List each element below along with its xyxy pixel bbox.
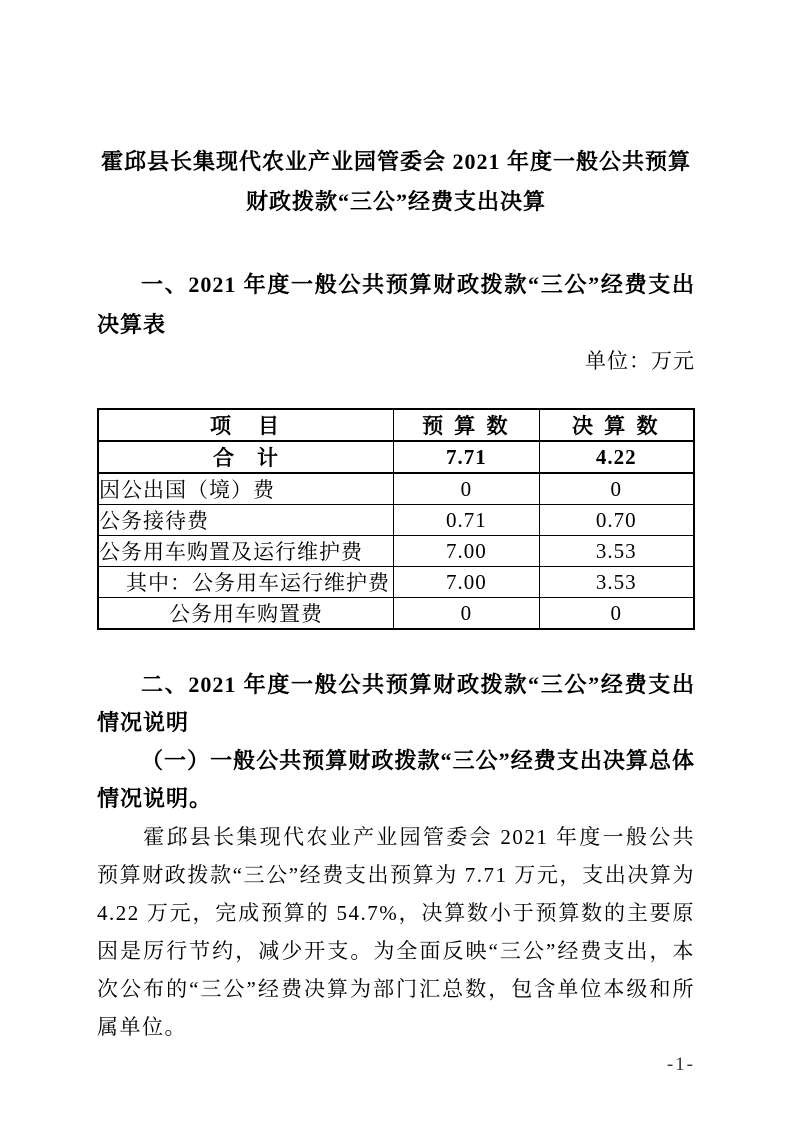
table-row-total — [98, 441, 694, 473]
budget-value: 0 — [394, 473, 539, 505]
column-header-budget: 预 算 数 — [394, 409, 539, 441]
budget-value: 0 — [394, 598, 539, 630]
document-title: 霍邱县长集现代农业产业园管委会 2021 年度一般公共预算财政拨款“三公”经费支出决算 — [100, 149, 691, 214]
table-row-vehicle-operation — [98, 567, 694, 598]
summary-paragraph: 霍邱县长集现代农业产业园管委会 2021 年度一般公共预算财政拨款“三公”经费支出预算为 7.71 万元，支出决算为 4.22 万元，完成预算的 54.7%，决算数小于预算数的主要原因是厉行节约，减少开支。为全面反映“三公”经费支出，本次公布的“三公”经费决算为部门汇总数，包含单位本级和所属单位。 — [97, 825, 695, 1039]
row-label: 公务用车购置费 — [98, 598, 394, 630]
row-label: 公务接待费 — [98, 505, 394, 536]
row-label: 其中：公务用车运行维护费 — [98, 567, 394, 598]
row-label: 公务用车购置及运行维护费 — [98, 536, 394, 567]
row-label: 因公出国（境）费 — [98, 473, 394, 505]
row-label: 合 计 — [98, 441, 394, 473]
table-row-vehicle-total — [98, 536, 694, 567]
table-row-reception — [98, 505, 694, 536]
section-two-block — [97, 666, 695, 1046]
unit-note: 单位：万元 — [585, 349, 695, 373]
final-value: 0.70 — [539, 505, 694, 536]
table-header-row — [98, 409, 694, 441]
section-one-heading: 一、2021 年度一般公共预算财政拨款“三公”经费支出决算表 — [97, 272, 695, 337]
budget-value: 7.71 — [394, 441, 539, 473]
column-header-final: 决 算 数 — [539, 409, 694, 441]
subsection-one-heading: （一）一般公共预算财政拨款“三公”经费支出决算总体情况说明。 — [97, 748, 695, 811]
budget-value: 7.00 — [394, 536, 539, 567]
final-value: 3.53 — [539, 567, 694, 598]
final-value: 4.22 — [539, 441, 694, 473]
column-header-item: 项 目 — [98, 409, 394, 441]
page-number: -1- — [666, 1054, 695, 1075]
final-value: 0 — [539, 473, 694, 505]
three-public-expense-table — [97, 408, 695, 630]
table-row-vehicle-purchase — [98, 598, 694, 630]
budget-value: 7.00 — [394, 567, 539, 598]
budget-value: 0.71 — [394, 505, 539, 536]
final-value: 3.53 — [539, 536, 694, 567]
final-value: 0 — [539, 598, 694, 630]
table-row-abroad — [98, 473, 694, 505]
section-two-heading: 二、2021 年度一般公共预算财政拨款“三公”经费支出情况说明 — [97, 672, 695, 735]
